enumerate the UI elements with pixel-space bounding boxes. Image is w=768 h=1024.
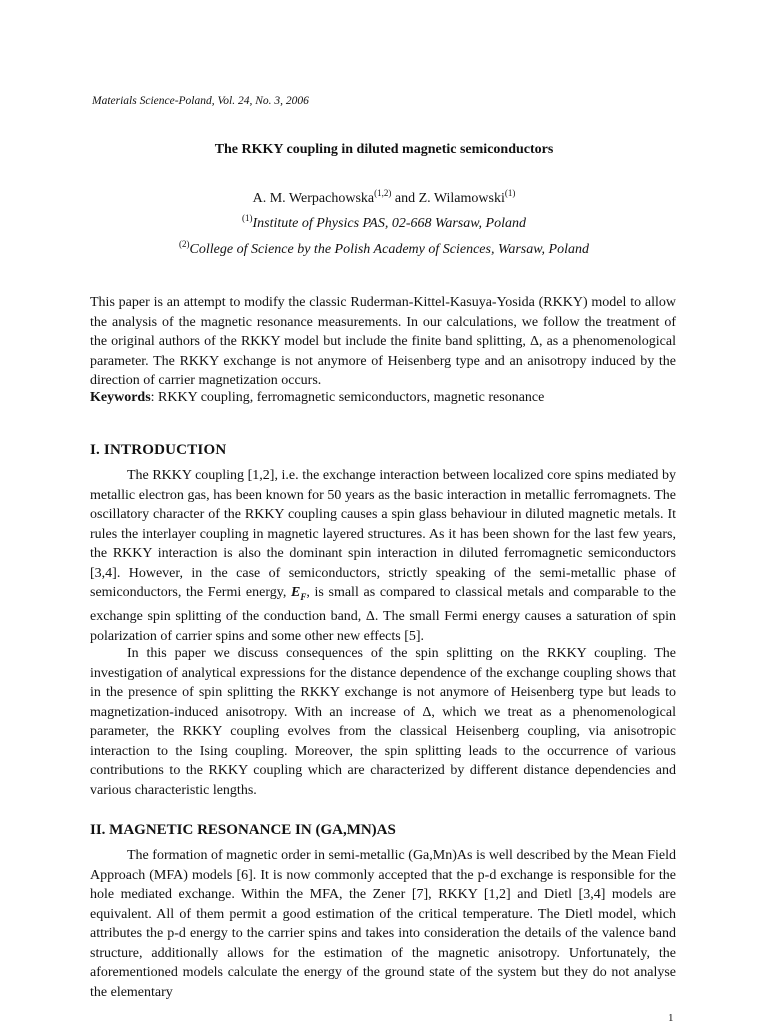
affiliation-2 bbox=[0, 239, 768, 258]
page-number: 1 bbox=[668, 1012, 674, 1024]
affiliation-1 bbox=[0, 213, 768, 232]
author-1-affiliation-marker: (1,2) bbox=[374, 188, 392, 198]
keywords-text: : RKKY coupling, ferromagnetic semiconductors, magnetic resonance bbox=[150, 390, 545, 405]
introduction-paragraph-2: In this paper we discuss consequences of the spin splitting on the RKKY coupling. The investigation of analytical expressions for the distance dependence of the exchange coupling shows that in the presence of spin splitting the RKKY exchange is not anymore of Heisenberg type but leads to magnetization-induced anisotropy. With an increase of Δ, which we treat as a phenomenological parameter, the RKKY coupling evolves from the classical Heisenberg coupling, via anisotropic interaction to the Ising coupling. Moreover, the spin splitting leads to the occurrence of various contributions to the RKKY coupling which are characterized by different distance dependencies and various characteristic lengths. bbox=[90, 646, 676, 798]
introduction-paragraph-1-part-b: , is small as compared to classical metals and comparable to the exchange spin splitting of the conduction band, Δ. The small Fermi energy causes a saturation of spin polarization of carrier spins and some other new effects [5]. bbox=[90, 585, 676, 644]
author-line bbox=[0, 188, 768, 207]
author-1: A. M. Werpachowska bbox=[252, 191, 375, 206]
author-2-affiliation-marker: (1) bbox=[504, 188, 516, 198]
keywords bbox=[90, 390, 680, 406]
abstract: This paper is an attempt to modify the classic Ruderman-Kittel-Kasuya-Yosida (RKKY) model to allow the analysis of the magnetic resonance measurements. In our calculations, we follow the treatment of the original authors of the RKKY model but include the finite band splitting, Δ, as a phenomenological parameter. The RKKY exchange is not anymore of Heisenberg type and an anisotropy induced by the direction of carrier magnetization occurs. bbox=[90, 295, 676, 388]
section-heading-magnetic-resonance: II. MAGNETIC RESONANCE IN (GA,MN)AS bbox=[90, 822, 396, 838]
section-heading-introduction: I. INTRODUCTION bbox=[90, 442, 227, 458]
affiliation-2-text: College of Science by the Polish Academy of Sciences, Warsaw, Poland bbox=[189, 242, 589, 257]
fermi-energy-symbol bbox=[291, 585, 306, 600]
fermi-energy-e: E bbox=[290, 585, 301, 600]
paper-title: The RKKY coupling in diluted magnetic semiconductors bbox=[214, 142, 554, 157]
introduction-paragraph-1-part-a: The RKKY coupling [1,2], i.e. the exchange interaction between localized core spins mediated by metallic electron gas, has been known for 50 years as the basic interaction in metallic ferromagnets. The oscillatory character of the RKKY coupling causes a spin glass behaviour in diluted magnetic metals. It rules the interlayer coupling in magnetic layered structures. As it has been shown for the last few years, the RKKY interaction is also the dominant spin interaction in diluted ferromagnetic semiconductors [3,4]. However, in the case of semiconductors, strictly speaking of the semi-metallic phase of semiconductors, the Fermi energy, bbox=[90, 468, 676, 600]
affiliation-1-marker: (1) bbox=[241, 213, 253, 223]
affiliation-1-text: Institute of Physics PAS, 02-668 Warsaw, Poland bbox=[252, 216, 526, 231]
keywords-label: Keywords bbox=[90, 390, 151, 405]
author-2: and Z. Wilamowski bbox=[394, 191, 505, 206]
journal-citation: Materials Science-Poland, Vol. 24, No. 3, 2006 bbox=[92, 95, 309, 107]
affiliation-2-marker: (2) bbox=[179, 239, 190, 249]
introduction-paragraph-1 bbox=[90, 466, 676, 646]
magnetic-resonance-paragraph-1: The formation of magnetic order in semi-metallic (Ga,Mn)As is well described by the Mean Field Approach (MFA) models [6]. It is now commonly accepted that the p-d exchange is responsible for the hole mediated exchange. Within the MFA, the Zener [7], RKKY [1,2] and Dietl [3,4] models are equivalent. All of them permit a good estimation of the critical temperature. The Dietl model, which attributes the p-d energy to the carrier spins and takes into consideration the details of the valence band structure, additionally allows for the estimation of the magnetic anisotropy. Unfortunately, the aforementioned models calculate the energy of the ground state of the system but they do not analyse the elementary bbox=[90, 848, 676, 1000]
fermi-energy-subscript: F bbox=[300, 591, 307, 602]
